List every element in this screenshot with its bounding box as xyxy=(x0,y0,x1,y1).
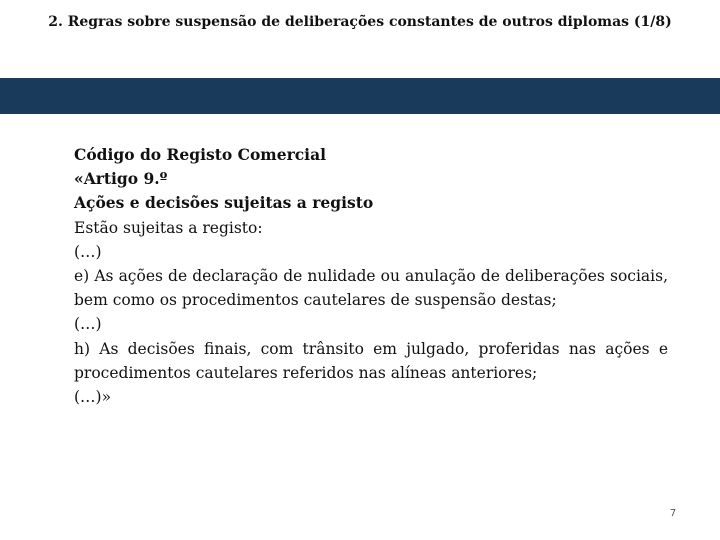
ellipsis-1: (…) xyxy=(74,242,102,261)
header-band xyxy=(0,78,720,114)
page-number: 7 xyxy=(669,508,677,519)
article-heading: Ações e decisões sujeitas a registo xyxy=(74,193,374,213)
code-title: Código do Registo Comercial xyxy=(74,145,326,164)
item-e-paragraph: e) As ações de declaração de nulidade ou anulação de deliberações sociais, bem como os procedimentos cautelares de suspensão destas; xyxy=(74,267,668,310)
slide-title: 2. Regras sobre suspensão de deliberações constantes de outros diplomas (1/8) xyxy=(48,14,672,30)
article-intro: Estão sujeitas a registo: xyxy=(74,218,263,237)
article-number: «Artigo 9.º xyxy=(74,169,168,189)
slide-content xyxy=(74,143,668,409)
item-h-paragraph: h) As decisões finais, com trânsito em julgado, proferidas nas ações e procedimentos cautelares referidos nas alíneas anteriores; xyxy=(74,339,668,382)
ellipsis-2: (…) xyxy=(74,315,102,334)
closing-ellipsis: (…)» xyxy=(74,388,112,407)
